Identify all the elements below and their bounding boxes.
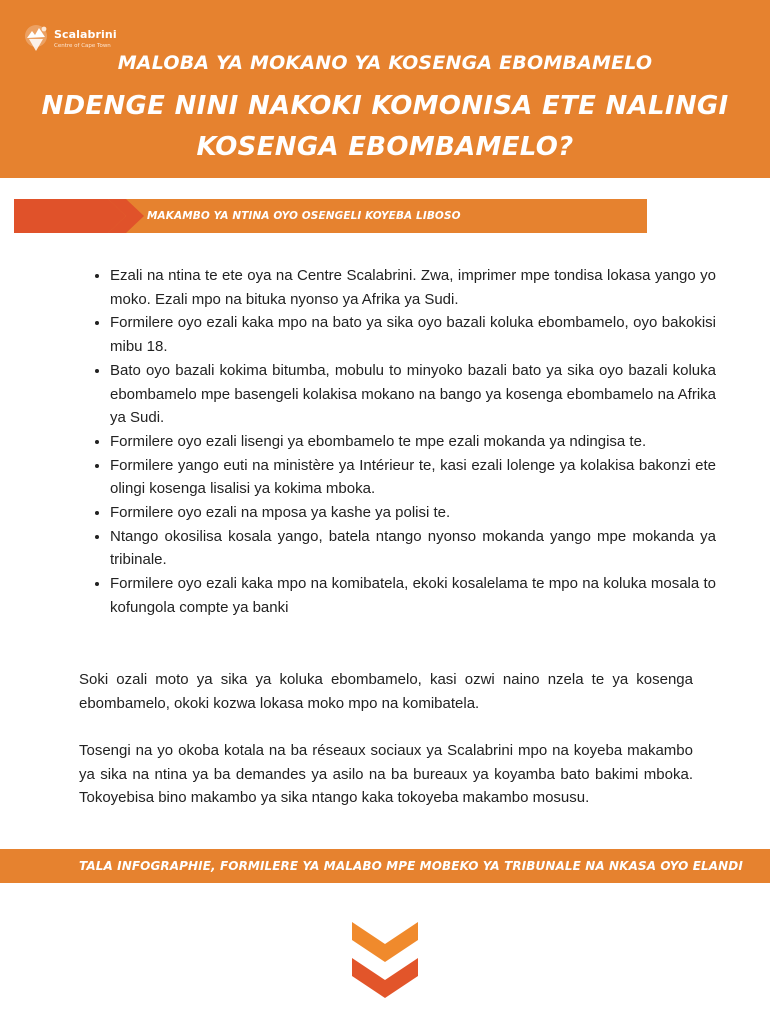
header	[0, 0, 770, 178]
page-title	[0, 86, 770, 168]
list-item: • Formilere yango euti na ministère ya Intérieur te, kasi ezali lolenge ya kolakisa bakonzi ete olingi kosenga lisalisi ya kokima mboka.	[110, 454, 716, 501]
title-line-2: KOSENGA EBOMBAMELO?	[196, 132, 574, 162]
list-item: • Bato oyo bazali kokima bitumba, mobulu to minyoko bazali bato ya sika oyo bazali koluka ebombamelo mpe basengeli kolakisa mokano na bango ya kosenga ebombamelo na Afrika ya Sudi.	[110, 359, 716, 430]
chevron-down-icon	[352, 918, 418, 1002]
list-item: • Formilere oyo ezali kaka mpo na bato ya sika oyo bazali koluka ebombamelo, oyo bakokisi mibu 18.	[110, 311, 716, 358]
scalabrini-logo-icon	[24, 24, 50, 54]
title-line-1: NDENGE NINI NAKOKI KOMONISA ETE NALINGI	[41, 91, 729, 121]
logo-subtitle: Centre of Cape Town	[54, 43, 111, 49]
paragraph-new-asylum-seeker: Soki ozali moto ya sika ya koluka ebombamelo, kasi ozwi naino nzela te ya kosenga ebombamelo, okoki kozwa lokasa moko mpo na komibatela.	[79, 671, 693, 712]
key-points-list	[88, 264, 716, 620]
logo-name: Scalabrini	[54, 28, 117, 41]
section-banner	[14, 199, 647, 233]
list-item: • Formilere oyo ezali lisengi ya ebombamelo te mpe ezali mokanda ya ndingisa te.	[110, 430, 716, 454]
section-banner-label: MAKAMBO YA NTINA OYO OSENGELI KOYEBA LIBOSO	[147, 210, 461, 222]
footer-banner	[0, 849, 770, 883]
paragraph-social-media: Tosengi na yo okoba kotala na ba réseaux sociaux ya Scalabrini mpo na koyeba makambo ya sika na ntina ya ba demandes ya asilo na ba bureaux ya koyamba bato bakimi mboka. Tokoyebisa bino makambo ya sika ntango kaka tokoyeba makambo mosusu.	[79, 742, 693, 807]
list-item: • Ntango okosilisa kosala yango, batela ntango nyonso mokanda yango mpe mokanda ya tribinale.	[110, 525, 716, 572]
footer-banner-label: TALA INFOGRAPHIE, FORMILERE YA MALABO MPE MOBEKO YA TRIBUNALE NA NKASA OYO ELANDI	[79, 859, 743, 873]
list-item: • Ezali na ntina te ete oya na Centre Scalabrini. Zwa, imprimer mpe tondisa lokasa yango yo moko. Ezali mpo na bituka nyonso ya Afrika ya Sudi.	[110, 264, 716, 311]
header-subtitle: MALOBA YA MOKANO YA KOSENGA EBOMBAMELO	[117, 52, 653, 74]
list-item: • Formilere oyo ezali na mposa ya kashe ya polisi te.	[110, 501, 716, 525]
list-item: • Formilere oyo ezali kaka mpo na komibatela, ekoki kosalelama te mpo na koluka mosala to kofungola compte ya banki	[110, 572, 716, 619]
